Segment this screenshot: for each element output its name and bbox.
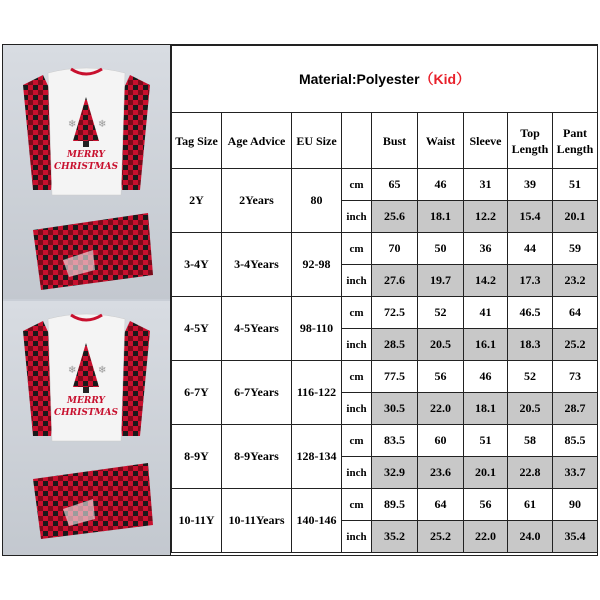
cm-bust-value: 65: [372, 169, 418, 201]
inch-bust-value: 27.6: [372, 265, 418, 297]
header-top-length: Top Length: [508, 113, 553, 169]
tag-size-cell: 2Y: [172, 169, 222, 233]
svg-text:❄: ❄: [98, 365, 107, 376]
product-photo-column: [3, 45, 171, 555]
cm-pant-length-value: 73: [553, 361, 598, 393]
eu-size-cell: 80: [292, 169, 342, 233]
size-row-cm: [172, 425, 598, 457]
inch-top-length-value: 15.4: [508, 201, 553, 233]
inch-bust-value: 25.6: [372, 201, 418, 233]
inch-pant-length-value: 33.7: [553, 457, 598, 489]
tag-size-cell: 4-5Y: [172, 297, 222, 361]
unit-inch-label: inch: [342, 201, 372, 233]
age-advice-cell: 3-4Years: [222, 233, 292, 297]
size-row-cm: [172, 489, 598, 521]
unit-inch-label: inch: [342, 521, 372, 553]
inch-top-length-value: 24.0: [508, 521, 553, 553]
cm-pant-length-value: 85.5: [553, 425, 598, 457]
inch-top-length-value: 18.3: [508, 329, 553, 361]
inch-pant-length-value: 25.2: [553, 329, 598, 361]
header-waist: Waist: [418, 113, 464, 169]
cm-top-length-value: 39: [508, 169, 553, 201]
header-eu-size: EU Size: [292, 113, 342, 169]
title-main: Material:Polyester: [298, 71, 420, 87]
svg-text:❄: ❄: [68, 119, 77, 130]
inch-waist-value: 18.1: [418, 201, 464, 233]
unit-inch-label: inch: [342, 265, 372, 297]
tag-size-cell: 6-7Y: [172, 361, 222, 425]
header-unit: [342, 113, 372, 169]
cm-top-length-value: 58: [508, 425, 553, 457]
inch-sleeve-value: 12.2: [464, 201, 508, 233]
inch-sleeve-value: 22.0: [464, 521, 508, 553]
tag-size-cell: 10-11Y: [172, 489, 222, 553]
inch-top-length-value: 22.8: [508, 457, 553, 489]
inch-pant-length-value: 23.2: [553, 265, 598, 297]
cm-top-length-value: 52: [508, 361, 553, 393]
cm-waist-value: 64: [418, 489, 464, 521]
header-age-advice: Age Advice: [222, 113, 292, 169]
inch-pant-length-value: 28.7: [553, 393, 598, 425]
cm-sleeve-value: 31: [464, 169, 508, 201]
eu-size-cell: 116-122: [292, 361, 342, 425]
cm-sleeve-value: 46: [464, 361, 508, 393]
size-rows: [172, 169, 598, 553]
shirt-print-line1: MERRY: [67, 150, 105, 160]
cm-waist-value: 46: [418, 169, 464, 201]
product-photo-2: [3, 301, 170, 555]
inch-bust-value: 32.9: [372, 457, 418, 489]
header-sleeve: Sleeve: [464, 113, 508, 169]
inch-waist-value: 20.5: [418, 329, 464, 361]
unit-cm-label: cm: [342, 169, 372, 201]
header-bust: Bust: [372, 113, 418, 169]
inch-waist-value: 19.7: [418, 265, 464, 297]
inch-waist-value: 23.6: [418, 457, 464, 489]
eu-size-cell: 92-98: [292, 233, 342, 297]
pajama-image: [3, 45, 170, 299]
inch-bust-value: 30.5: [372, 393, 418, 425]
inch-top-length-value: 20.5: [508, 393, 553, 425]
product-photo-1: [3, 45, 170, 299]
cm-top-length-value: 61: [508, 489, 553, 521]
cm-pant-length-value: 59: [553, 233, 598, 265]
eu-size-cell: 140-146: [292, 489, 342, 553]
unit-inch-label: inch: [342, 329, 372, 361]
unit-cm-label: cm: [342, 361, 372, 393]
header-tag-size: Tag Size: [172, 113, 222, 169]
cm-waist-value: 52: [418, 297, 464, 329]
cm-sleeve-value: 36: [464, 233, 508, 265]
inch-waist-value: 22.0: [418, 393, 464, 425]
age-advice-cell: 8-9Years: [222, 425, 292, 489]
shirt-print-line2: CHRISTMAS: [54, 162, 118, 172]
inch-sleeve-value: 20.1: [464, 457, 508, 489]
cm-bust-value: 70: [372, 233, 418, 265]
inch-waist-value: 25.2: [418, 521, 464, 553]
shirt-print-line2: CHRISTMAS: [54, 408, 118, 418]
svg-text:❄: ❄: [68, 365, 77, 376]
svg-text:❄: ❄: [98, 119, 107, 130]
cm-waist-value: 56: [418, 361, 464, 393]
age-advice-cell: 4-5Years: [222, 297, 292, 361]
cm-sleeve-value: 41: [464, 297, 508, 329]
inch-sleeve-value: 14.2: [464, 265, 508, 297]
size-chart-table: [171, 45, 598, 553]
cm-waist-value: 50: [418, 233, 464, 265]
inch-bust-value: 28.5: [372, 329, 418, 361]
size-row-cm: [172, 297, 598, 329]
unit-inch-label: inch: [342, 393, 372, 425]
cm-pant-length-value: 64: [553, 297, 598, 329]
unit-cm-label: cm: [342, 425, 372, 457]
inch-bust-value: 35.2: [372, 521, 418, 553]
cm-top-length-value: 46.5: [508, 297, 553, 329]
header-pant-length: Pant Length: [553, 113, 598, 169]
pajama-image: [3, 301, 170, 555]
cm-bust-value: 72.5: [372, 297, 418, 329]
cm-bust-value: 83.5: [372, 425, 418, 457]
size-row-cm: [172, 233, 598, 265]
cm-pant-length-value: 51: [553, 169, 598, 201]
size-row-cm: [172, 169, 598, 201]
unit-cm-label: cm: [342, 233, 372, 265]
tag-size-cell: 3-4Y: [172, 233, 222, 297]
age-advice-cell: 2Years: [222, 169, 292, 233]
unit-inch-label: inch: [342, 457, 372, 489]
size-chart-frame: [2, 44, 598, 556]
title-sub: （Kid）: [419, 71, 471, 87]
inch-pant-length-value: 35.4: [553, 521, 598, 553]
cm-waist-value: 60: [418, 425, 464, 457]
tag-size-cell: 8-9Y: [172, 425, 222, 489]
inch-pant-length-value: 20.1: [553, 201, 598, 233]
age-advice-cell: 10-11Years: [222, 489, 292, 553]
inch-top-length-value: 17.3: [508, 265, 553, 297]
inch-sleeve-value: 18.1: [464, 393, 508, 425]
cm-bust-value: 89.5: [372, 489, 418, 521]
cm-sleeve-value: 51: [464, 425, 508, 457]
age-advice-cell: 6-7Years: [222, 361, 292, 425]
size-table-wrap: [171, 45, 597, 555]
cm-top-length-value: 44: [508, 233, 553, 265]
cm-sleeve-value: 56: [464, 489, 508, 521]
inch-sleeve-value: 16.1: [464, 329, 508, 361]
shirt-print-line1: MERRY: [67, 396, 105, 406]
cm-bust-value: 77.5: [372, 361, 418, 393]
unit-cm-label: cm: [342, 489, 372, 521]
table-title: [172, 46, 598, 113]
eu-size-cell: 128-134: [292, 425, 342, 489]
eu-size-cell: 98-110: [292, 297, 342, 361]
cm-pant-length-value: 90: [553, 489, 598, 521]
unit-cm-label: cm: [342, 297, 372, 329]
size-row-cm: [172, 361, 598, 393]
